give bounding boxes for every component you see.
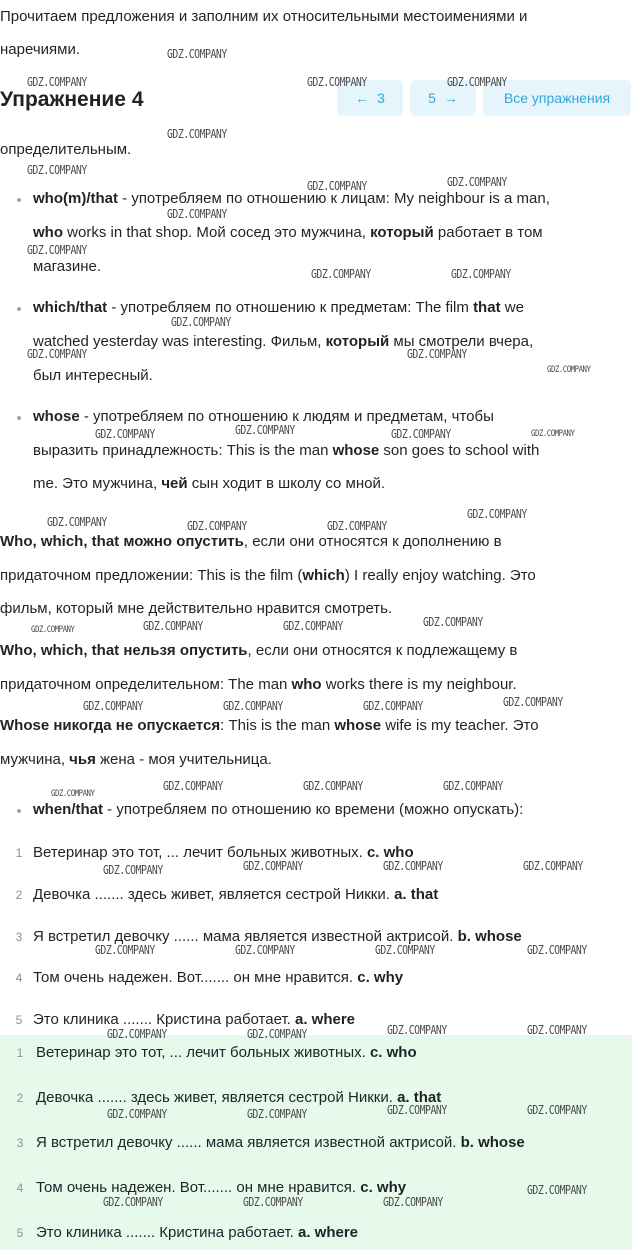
bullet-which-line-1: which/that - употребляем по отношению к предметам: The film that we [33, 299, 524, 316]
watermark: GDZ.COMPANY [107, 1027, 167, 1041]
item-number: 2 [16, 1091, 24, 1105]
watermark: GDZ.COMPANY [103, 1195, 163, 1209]
watermark: GDZ.COMPANY [375, 943, 435, 957]
item-number: 4 [16, 1181, 24, 1195]
arrow-left-icon: ← [355, 90, 370, 106]
bullet-when: when/that - употребляем по отношению ко времени (можно опускать): [33, 801, 524, 818]
watermark: GDZ.COMPANY [27, 163, 87, 177]
watermark: GDZ.COMPANY [27, 347, 87, 361]
item-number: 3 [16, 1136, 24, 1150]
watermark: GDZ.COMPANY [467, 507, 527, 521]
bullet-who-line-3: магазине. [33, 258, 102, 275]
rule-whose-line-1: Whose никогда не опускается: This is the man whose wife is my teacher. Это [0, 717, 539, 734]
item-number: 5 [16, 1226, 24, 1240]
exercise-item: Ветеринар это тот, ... лечит больных животных. c. who [33, 844, 414, 861]
watermark: GDZ.COMPANY [383, 859, 443, 873]
watermark: GDZ.COMPANY [235, 423, 295, 437]
watermark: GDZ.COMPANY [235, 943, 295, 957]
bullet-who-line-2: who works in that shop. Мой сосед это мужчина, который работает в том [33, 224, 543, 241]
arrow-right-icon: → [443, 90, 458, 106]
bullet-dot [17, 198, 21, 202]
exercise-item: Это клиника ....... Кристина работает. a. where [33, 1011, 356, 1028]
item-number: 3 [15, 930, 23, 944]
intro-line-1: Прочитаем предложения и заполним их относительными местоимениями и [0, 8, 528, 25]
watermark: GDZ.COMPANY [527, 1023, 587, 1037]
watermark: GDZ.COMPANY [307, 75, 367, 89]
watermark: GDZ.COMPANY [95, 427, 155, 441]
watermark: GDZ.COMPANY [547, 365, 591, 375]
bullet-which-line-2: watched yesterday was interesting. Фильм, который мы смотрели вчера, [33, 333, 534, 350]
rule-omit-line-2: придаточном предложении: This is the film (which) I really enjoy watching. Это [0, 567, 536, 584]
watermark: GDZ.COMPANY [503, 695, 563, 709]
item-number: 1 [15, 846, 23, 860]
rule-omit-line-3: фильм, который мне действительно нравится смотреть. [0, 600, 393, 617]
watermark: GDZ.COMPANY [383, 1195, 443, 1209]
bullet-dot [17, 307, 21, 311]
bullet-who-line-1: who(m)/that - употребляем по отношению к лицам: My neighbour is a man, [33, 190, 550, 207]
watermark: GDZ.COMPANY [143, 619, 203, 633]
prev-exercise-label: 3 [377, 90, 385, 106]
watermark: GDZ.COMPANY [107, 1107, 167, 1121]
watermark: GDZ.COMPANY [31, 625, 75, 635]
watermark: GDZ.COMPANY [47, 515, 107, 529]
exercise-item: Я встретил девочку ...... мама является известной актрисой. b. whose [33, 928, 522, 945]
all-exercises-label: Все упражнения [503, 90, 611, 106]
watermark: GDZ.COMPANY [223, 699, 283, 713]
watermark: GDZ.COMPANY [527, 1183, 587, 1197]
watermark: GDZ.COMPANY [387, 1023, 447, 1037]
watermark: GDZ.COMPANY [527, 943, 587, 957]
watermark: GDZ.COMPANY [27, 243, 87, 257]
rule-whose-line-2: мужчина, чья жена - моя учительница. [0, 751, 272, 768]
item-number: 4 [15, 971, 23, 985]
watermark: GDZ.COMPANY [247, 1107, 307, 1121]
watermark: GDZ.COMPANY [187, 519, 247, 533]
watermark: GDZ.COMPANY [27, 75, 87, 89]
watermark: GDZ.COMPANY [407, 347, 467, 361]
watermark: GDZ.COMPANY [447, 75, 507, 89]
answer-item: Я встретил девочку ...... мама является известной актрисой. b. whose [36, 1134, 525, 1151]
bullet-whose-line-2: выразить принадлежность: This is the man whose son goes to school with [33, 442, 540, 459]
watermark: GDZ.COMPANY [527, 1103, 587, 1117]
watermark: GDZ.COMPANY [83, 699, 143, 713]
answer-item: Это клиника ....... Кристина работает. a. where [36, 1224, 359, 1241]
watermark: GDZ.COMPANY [387, 1103, 447, 1117]
watermark: GDZ.COMPANY [447, 175, 507, 189]
bullet-whose-line-1: whose - употребляем по отношению к людям и предметам, чтобы [33, 408, 494, 425]
item-number: 1 [16, 1046, 24, 1060]
watermark: GDZ.COMPANY [167, 207, 227, 221]
watermark: GDZ.COMPANY [531, 429, 575, 439]
rule-no-omit-line-1: Who, which, that нельзя опустить, если они относятся к подлежащему в [0, 642, 518, 659]
bullet-which-line-3: был интересный. [33, 367, 153, 384]
watermark: GDZ.COMPANY [51, 789, 95, 799]
next-exercise-label: 5 [428, 90, 436, 106]
watermark: GDZ.COMPANY [103, 863, 163, 877]
answer-item: Том очень надежен. Вот....... он мне нравится. c. why [36, 1179, 407, 1196]
watermark: GDZ.COMPANY [307, 179, 367, 193]
answer-item: Девочка ....... здесь живет, является сестрой Никки. a. that [36, 1089, 442, 1106]
bullet-dot [17, 416, 21, 420]
bullet-dot [17, 809, 21, 813]
watermark: GDZ.COMPANY [171, 315, 231, 329]
watermark: GDZ.COMPANY [451, 267, 511, 281]
bullet-whose-line-3: me. Это мужчина, чей сын ходит в школу со мной. [33, 475, 386, 492]
theory-intro: определительным. [0, 141, 132, 158]
watermark: GDZ.COMPANY [247, 1027, 307, 1041]
watermark: GDZ.COMPANY [167, 127, 227, 141]
rule-no-omit-line-2: придаточном определительном: The man who works there is my neighbour. [0, 676, 517, 693]
watermark: GDZ.COMPANY [311, 267, 371, 281]
rule-omit-line-1: Who, which, that можно опустить, если они относятся к дополнению в [0, 533, 502, 550]
watermark: GDZ.COMPANY [283, 619, 343, 633]
watermark: GDZ.COMPANY [423, 615, 483, 629]
answer-item: Ветеринар это тот, ... лечит больных животных. c. who [36, 1044, 417, 1061]
exercise-item: Том очень надежен. Вот....... он мне нравится. c. why [33, 969, 404, 986]
watermark: GDZ.COMPANY [243, 859, 303, 873]
watermark: GDZ.COMPANY [167, 47, 227, 61]
watermark: GDZ.COMPANY [243, 1195, 303, 1209]
intro-line-2: наречиями. [0, 41, 80, 58]
watermark: GDZ.COMPANY [303, 779, 363, 793]
watermark: GDZ.COMPANY [391, 427, 451, 441]
item-number: 5 [15, 1013, 23, 1027]
watermark: GDZ.COMPANY [443, 779, 503, 793]
exercise-item: Девочка ....... здесь живет, является сестрой Никки. a. that [33, 886, 439, 903]
watermark: GDZ.COMPANY [523, 859, 583, 873]
watermark: GDZ.COMPANY [327, 519, 387, 533]
watermark: GDZ.COMPANY [363, 699, 423, 713]
item-number: 2 [15, 888, 23, 902]
page-title: Упражнение 4 [0, 88, 144, 111]
watermark: GDZ.COMPANY [95, 943, 155, 957]
watermark: GDZ.COMPANY [163, 779, 223, 793]
